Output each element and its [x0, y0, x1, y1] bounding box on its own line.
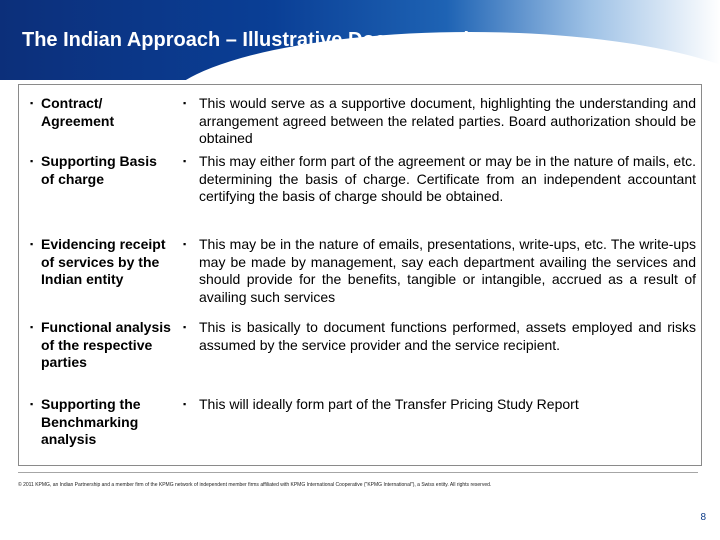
row-term: Functional analysis of the respective parties [41, 319, 171, 370]
slide-title: The Indian Approach – Illustrative Documentation [22, 29, 494, 51]
copyright-footer: © 2011 KPMG, an Indian Partnership and a member firm of the KPMG network of independent member firms affiliated with KPMG International Cooperative ("KPMG International"), a Swiss entity. All rights reserved. [18, 482, 492, 488]
row-description: This may either form part of the agreement or may be in the nature of mails, etc. determining the basis of charge. Certificate from an independent accountant certifying the basis of charge should be obtained. [199, 153, 696, 204]
bullet-icon: ▪ [183, 322, 187, 332]
bullet-icon: ▪ [30, 399, 34, 409]
bullet-icon: ▪ [183, 239, 187, 249]
row-term: Supporting the Benchmarking analysis [41, 396, 141, 447]
bullet-icon: ▪ [30, 322, 34, 332]
row-term: Supporting Basis of charge [41, 153, 157, 187]
bullet-icon: ▪ [30, 98, 34, 108]
bullet-icon: ▪ [183, 399, 187, 409]
bullet-icon: ▪ [30, 156, 34, 166]
bullet-icon: ▪ [183, 98, 187, 108]
bullet-icon: ▪ [183, 156, 187, 166]
row-term: Evidencing receipt of services by the Indian entity [41, 236, 166, 287]
row-description: This will ideally form part of the Transfer Pricing Study Report [199, 396, 579, 412]
row-description: This would serve as a supportive document, highlighting the understanding and arrangement agreed between the related parties. Board authorization should be obtained [199, 95, 696, 146]
slide-header [0, 0, 720, 80]
page-number: 8 [700, 512, 706, 523]
bullet-icon: ▪ [30, 239, 34, 249]
footer-divider [18, 472, 698, 473]
row-description: This may be in the nature of emails, presentations, write-ups, etc. The write-ups may be made by management, say each department availing the services and should provide for the benefits, tangible or intangible, accrued as a result of availing such services [199, 236, 696, 305]
row-description: This is basically to document functions performed, assets employed and risks assumed by the service provider and the service recipient. [199, 319, 696, 353]
row-term: Contract/ Agreement [41, 95, 115, 129]
